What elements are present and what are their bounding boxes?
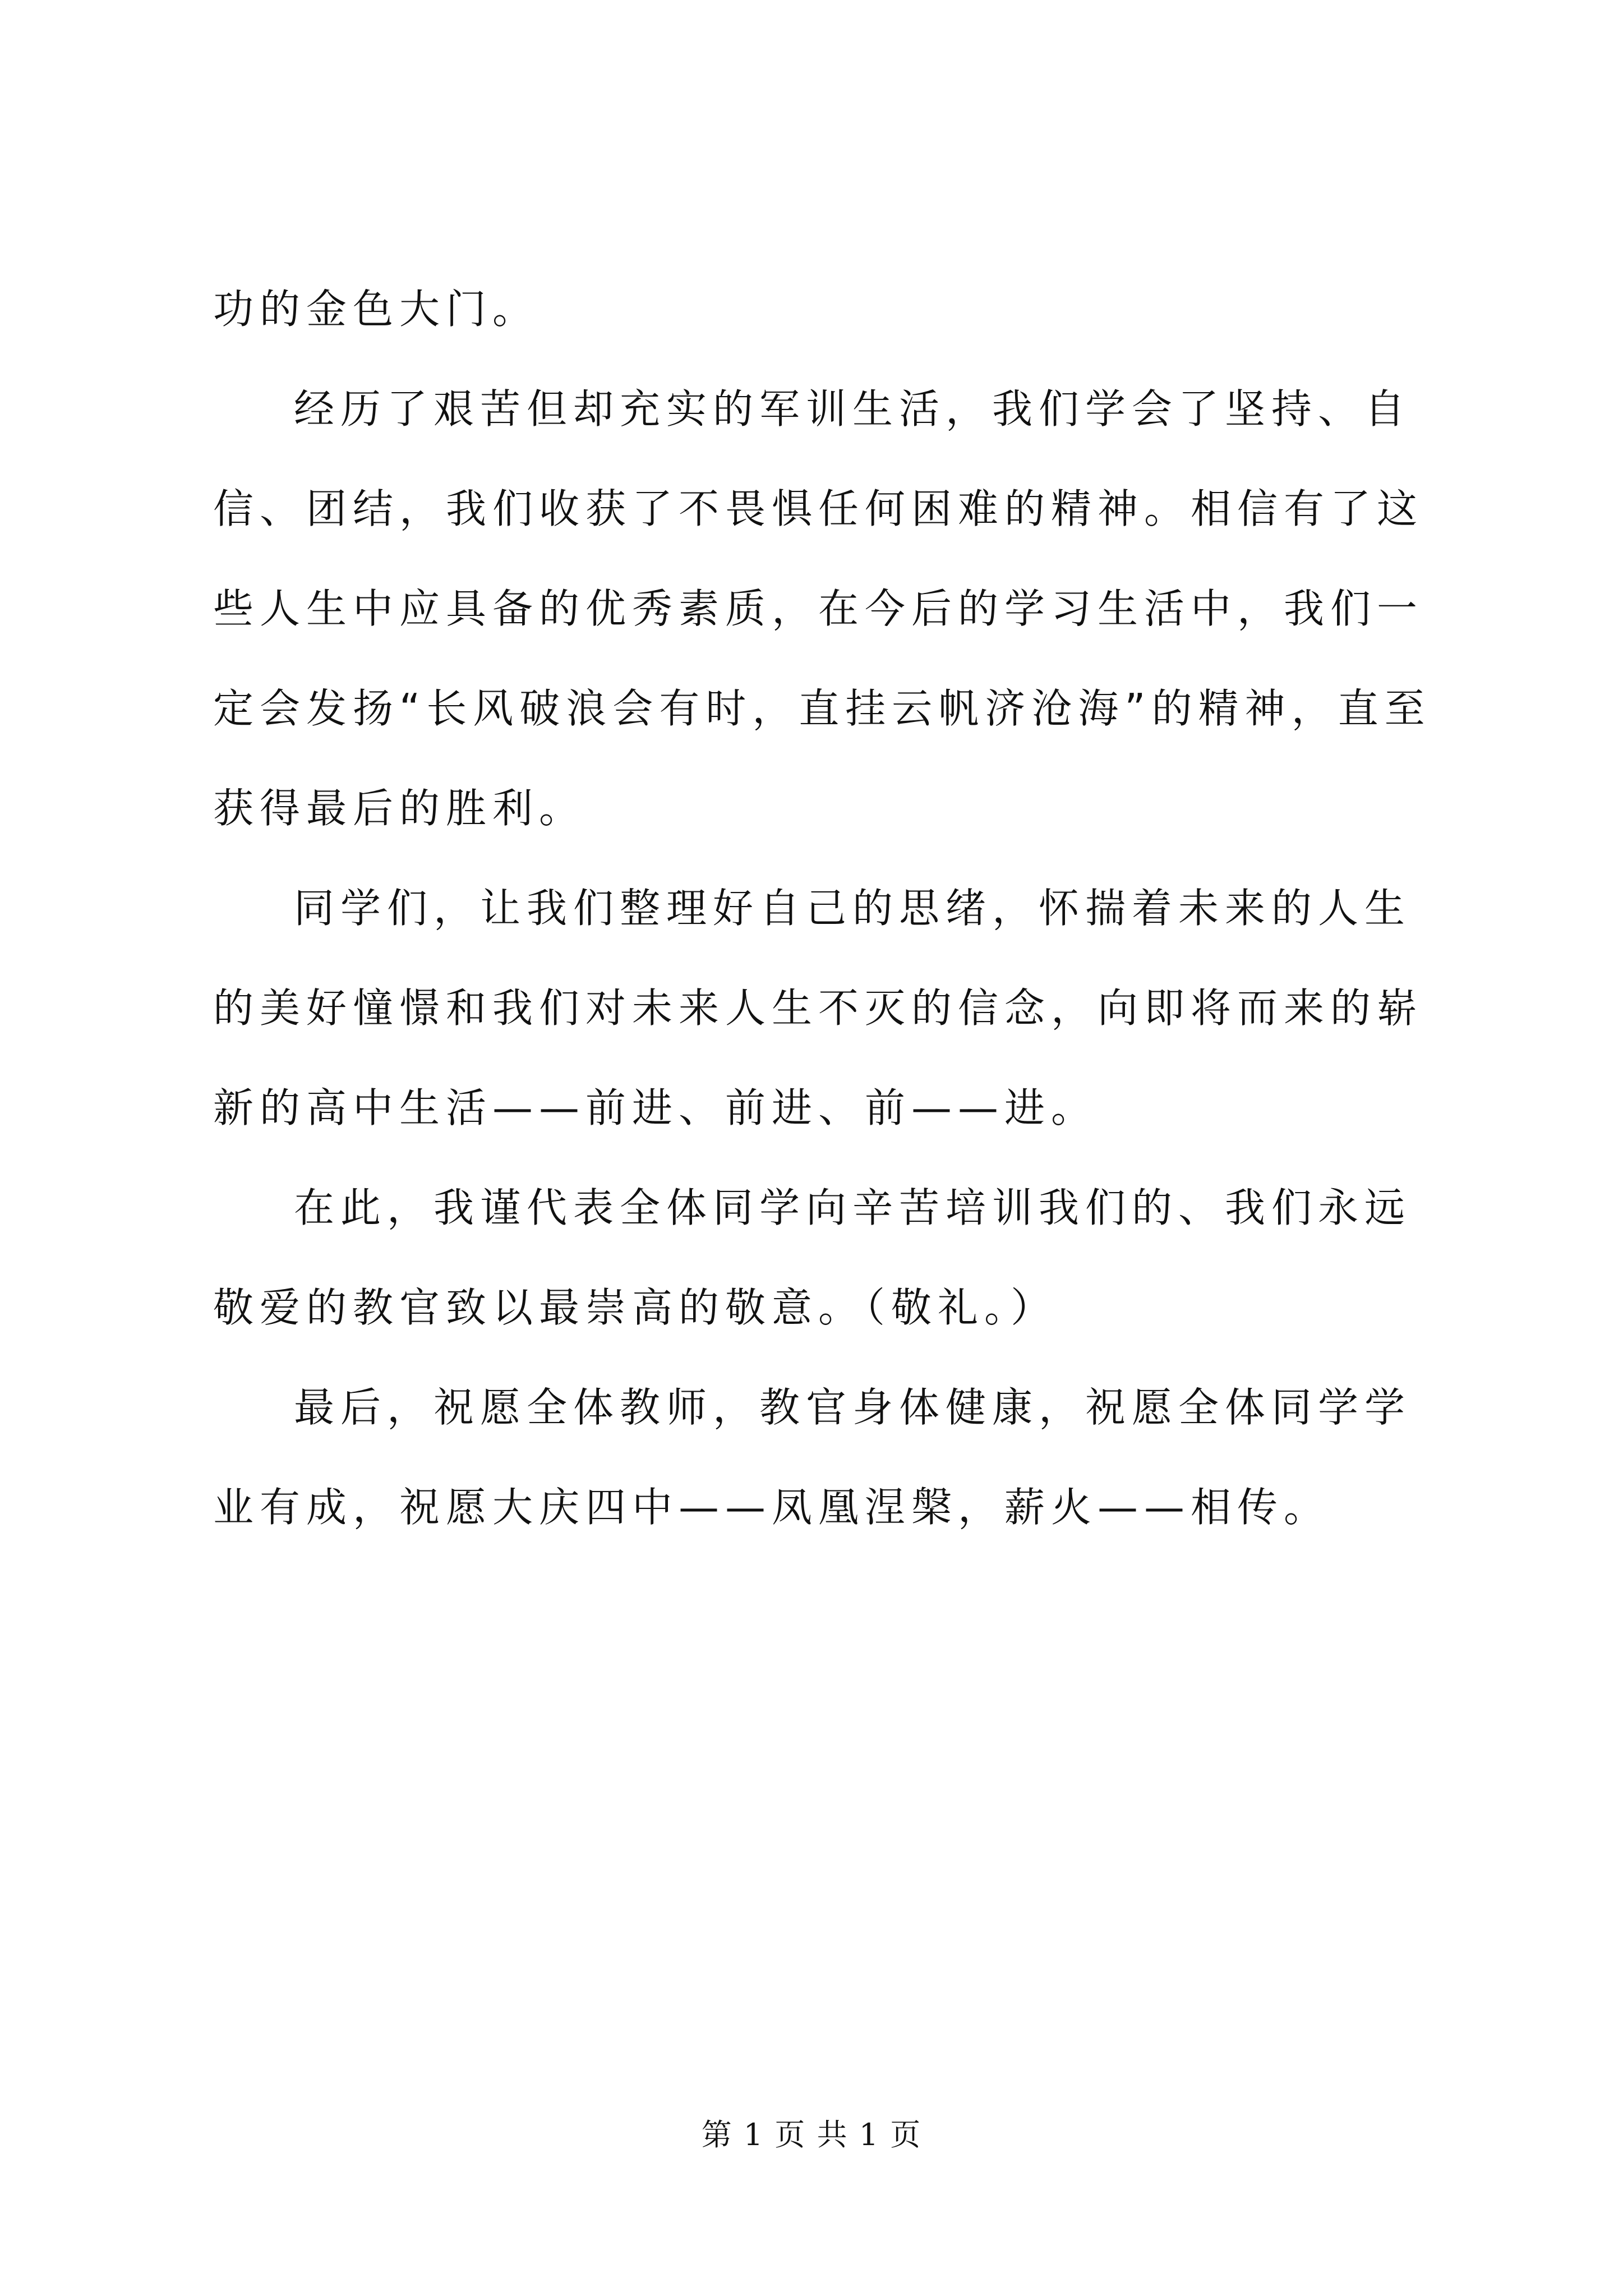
page-footer: 第 1 页 共 1 页 <box>701 2117 922 2152</box>
paragraph-classmates: 同学们，让我们整理好自己的思绪，怀揣着未来的人生的美好憧憬和我们对未来人生不灭的信念，向即将而来的崭新的高中生活——前进、前进、前——进。 <box>213 885 1424 1131</box>
paragraph-tribute: 在此，我谨代表全体同学向辛苦培训我们的、我们永远敬爱的教官致以最崇高的敬意。（敬礼。） <box>213 1184 1412 1331</box>
paragraph-military-training: 经历了艰苦但却充实的军训生活，我们学会了坚持、自信、团结，我们收获了不畏惧任何困难的精神。相信有了这些人生中应具备的优秀素质，在今后的学习生活中，我们一定会发扬“长风破浪会有时，直挂云帆济沧海”的精神，直至获得最后的胜利。 <box>213 385 1431 832</box>
paragraph-continuation: 功的金色大门。 <box>213 286 540 333</box>
paragraph-closing: 最后，祝愿全体教师，教官身体健康，祝愿全体同学学业有成，祝愿大庆四中——凤凰涅槃，薪火——相传。 <box>213 1384 1412 1531</box>
document-body <box>213 259 1436 1557</box>
